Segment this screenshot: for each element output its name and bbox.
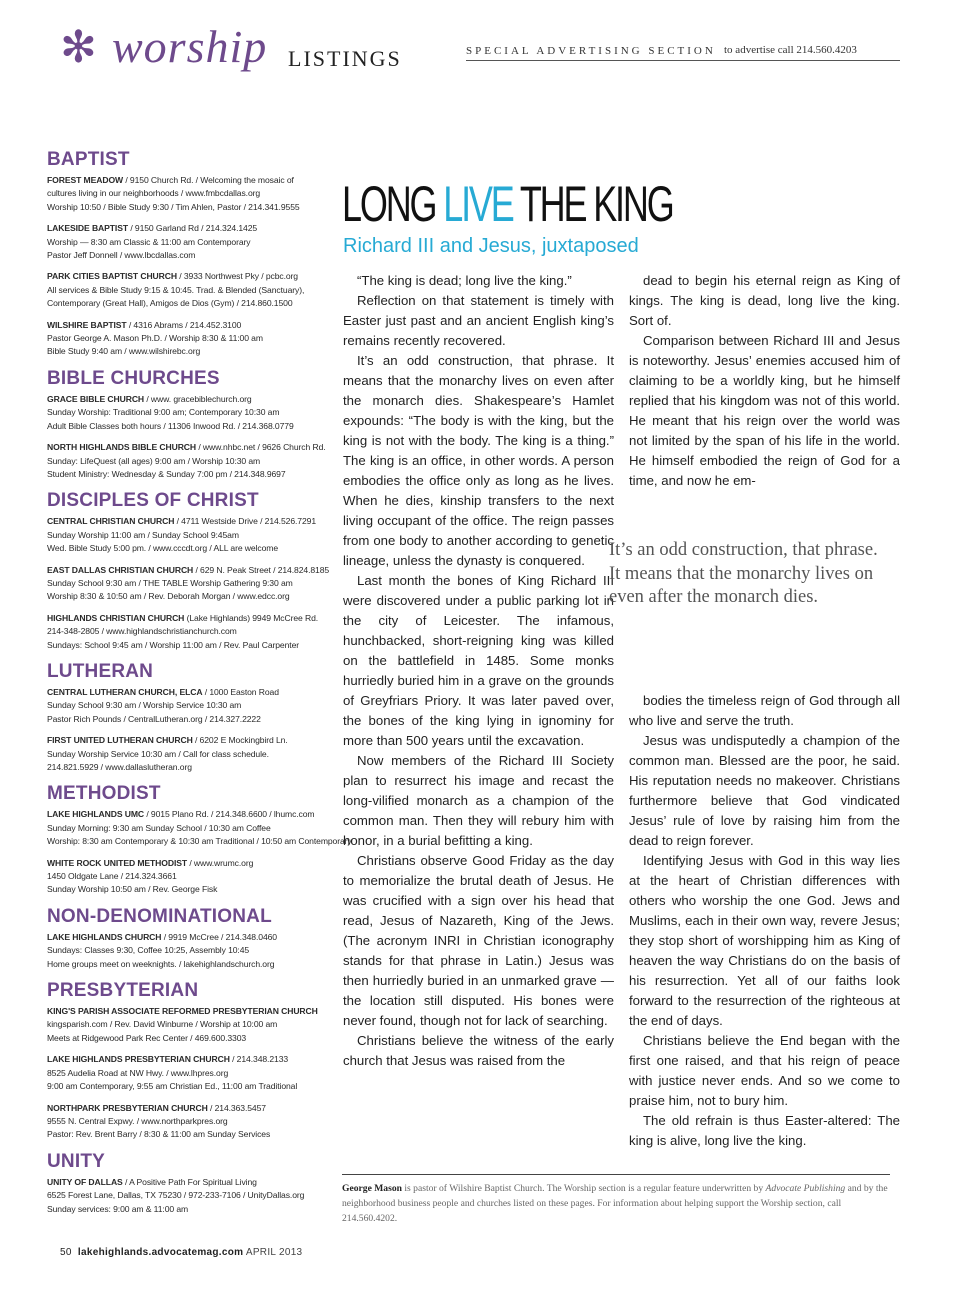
listing-line: [47, 639, 327, 652]
article-paragraph: bodies the timeless reign of God through all who live and serve the truth.: [629, 693, 900, 728]
listing-text: / 9150 Church Rd. / Welcoming the mosaic of: [125, 175, 294, 185]
footer-site: lakehighlands.advocatemag.com: [77, 1247, 244, 1258]
article-paragraph: Christians believe the witness of the early church that Jesus was raised from the: [343, 1033, 614, 1068]
listing-text: Sunday Worship: Traditional 9:00 am; Contemporary 10:30 am: [47, 407, 280, 418]
church-listing: [47, 734, 327, 774]
listing-line: [47, 468, 327, 481]
page-header: [60, 21, 900, 84]
listing-line: [47, 944, 327, 957]
author-bio: [342, 1181, 894, 1226]
listing-line: [47, 441, 327, 454]
listing-text: / 6202 E Mockingbird Ln.: [194, 735, 288, 746]
listing-line: [47, 931, 327, 944]
listing-text: 214.821.5929 / www.dallaslutheran.org: [47, 762, 192, 772]
listing-line: [47, 284, 327, 297]
listing-text: / 4316 Abrams / 214.452.3100: [128, 319, 242, 330]
listing-text: Worship: 8:30 am Contemporary & 10:30 am Traditional / 10:50 am Contemporary: [47, 836, 352, 847]
listing-line: [47, 236, 327, 249]
listing-text: / www.nhbc.net / 9626 Church Rd.: [198, 442, 326, 453]
headline-part-live: LIVE: [443, 176, 513, 232]
category-heading: UNITY: [47, 1150, 105, 1172]
listing-text: Home groups meet on weeknights. / lakehighlandschurch.org: [47, 958, 275, 969]
article-column-right-top: [629, 271, 900, 491]
listing-line: [47, 808, 327, 821]
category-heading: BIBLE CHURCHES: [47, 367, 220, 389]
bio-text-1: is pastor of Wilshire Baptist Church. The Worship section is a regular feature underwritten by: [401, 1183, 766, 1194]
church-listing: [47, 222, 327, 262]
bio-publisher: Advocate Publishing: [765, 1183, 846, 1194]
listing-line: [47, 1115, 327, 1128]
listing-text: / 3933 Northwest Pky / pcbc.org: [179, 271, 298, 282]
author-name: George Mason: [342, 1183, 402, 1194]
listing-text: / www.wrumc.org: [189, 857, 254, 868]
listing-line: [47, 958, 327, 971]
category-heading: BAPTIST: [47, 149, 130, 170]
church-name: LAKE HIGHLANDS UMC: [47, 809, 145, 820]
listing-text: 214-348-2805 / www.highlandschristianchurch.com: [47, 626, 237, 637]
category-heading: NON-DENOMINATIONAL: [47, 905, 272, 927]
listing-line: [47, 625, 327, 638]
listing-text: Sunday: LifeQuest (all ages) 9:00 am / Worship 10:30 am: [47, 455, 261, 466]
category-heading: METHODIST: [47, 783, 161, 805]
article-paragraph: dead to begin his eternal reign as King of kings. The king is dead, long live the king. Sort of.: [629, 273, 900, 328]
bio-rule: [342, 1174, 890, 1175]
listing-text: cultures living in our neighborhoods / www.fmbcdallas.org: [47, 188, 261, 199]
article-paragraph: Comparison between Richard III and Jesus is noteworthy. Jesus’ enemies accused him of claiming to be a worldly king, but he himself replied that his kingdom was not of this world. He meant that his reign over the world was not limited by the span of his life in the world. He himself embodied the reign of God for a time, and now he em-: [629, 333, 900, 488]
church-name: HIGHLANDS CHRISTIAN CHURCH: [47, 612, 185, 623]
listing-line: [47, 332, 327, 345]
church-name: LAKE HIGHLANDS CHURCH: [47, 931, 162, 942]
listing-line: [47, 857, 327, 870]
listing-text: Worship 8:30 & 10:50 am / Rev. Deborah Morgan / www.edcc.org: [47, 591, 290, 602]
section-title-worship: worship: [112, 21, 268, 72]
listing-line: [47, 1005, 327, 1018]
article-paragraph: Last month the bones of King Richard III were discovered under a public parking lot in the city of Leicester. The infamous, hunchbacked, short-reigning king was killed on the battlefield in 1485. Some monks hurriedly buried him in a grave on the grounds of Greyfriars Priory. It was later paved over, the bones of the king lying in ignominy for more than 500 years until the excavation.: [343, 573, 614, 748]
listing-text: 8525 Audelia Road at NW Hwy. / www.lhpres.org: [47, 1067, 229, 1078]
listing-line: [47, 222, 327, 235]
article-paragraph: Identifying Jesus with God in this way lies at the heart of Christian differences with others who worship the one God. Jews and Muslims, each in their own way, revere Jesus; they stop short of worshipping him as King of heaven the way Christians do on the basis of his resurrection. Yet all of our faiths look forward to the resurrection of the righteous at the end of days.: [629, 853, 900, 1028]
church-listing: [47, 1053, 327, 1093]
flower-icon: ✻: [60, 22, 97, 73]
category-heading: DISCIPLES OF CHRIST: [47, 490, 259, 512]
article-paragraph: It’s an odd construction, that phrase. It means that the monarchy lives on even after the monarch dies. Shakespeare’s Hamlet expounds: “The body is with the king, but the king is not with the body. The king is a thing.” The king is an office, in other words. A person embodies the office only as long as he lives. When he dies, kinship transfers to the next living occupant of the office. The reign passes from one body to another according to genetic lineage, unless the dynasty is conquered.: [343, 353, 614, 568]
listing-text: / 629 N. Peak Street / 214.824.8185: [195, 564, 330, 575]
listing-line: [47, 1176, 327, 1189]
listing-line: [47, 612, 327, 625]
listing-text: / 214.363.5457: [210, 1102, 266, 1113]
listing-line: [47, 686, 327, 699]
church-listing: [47, 808, 352, 848]
church-listing: [47, 1102, 327, 1142]
listing-line: [47, 748, 327, 761]
church-name: LAKESIDE BAPTIST: [47, 223, 129, 234]
listing-text: / 214.348.2133: [232, 1054, 289, 1065]
listing-text: Contemporary (Great Hall), Amigos de Dios (Gym) / 214.860.1500: [47, 298, 293, 309]
church-listing: [47, 393, 327, 433]
listing-text: Pastor George A. Mason Ph.D. / Worship 8:30 & 11:00 am: [47, 333, 263, 344]
listing-text: Sunday Worship Service 10:30 am / Call for class schedule.: [47, 748, 269, 759]
listing-line: [47, 1128, 327, 1141]
listing-line: [47, 270, 327, 283]
worship-listings: [47, 148, 352, 1224]
listing-line: [47, 1032, 327, 1045]
church-listing: [47, 319, 327, 359]
church-listing: [47, 564, 330, 604]
church-name: GRACE BIBLE CHURCH: [47, 393, 145, 404]
church-name: NORTH HIGHLANDS BIBLE CHURCH: [47, 442, 197, 453]
listing-text: Sunday School 9:30 am / THE TABLE Worship Gathering 9:30 am: [47, 577, 293, 588]
church-listing: [47, 612, 327, 652]
category-heading: PRESBYTERIAN: [47, 980, 199, 1002]
listing-line: [47, 515, 327, 528]
listing-line: [47, 822, 327, 835]
listing-line: [47, 393, 327, 406]
listing-line: [47, 297, 327, 310]
listing-text: Worship 10:50 / Bible Study 9:30 / Tim Ahlen, Pastor / 214.341.9555: [47, 201, 300, 212]
page-footer: [60, 1247, 302, 1258]
listing-text: Sunday Morning: 9:30 am Sunday School / 10:30 am Coffee: [47, 822, 271, 833]
listing-line: [47, 699, 327, 712]
article-paragraph: Reflection on that statement is timely with Easter just past and an ancient English king’s remains recently recovered.: [343, 293, 614, 348]
church-name: FIRST UNITED LUTHERAN CHURCH: [47, 735, 193, 746]
listing-text: Student Ministry: Wednesday & Sunday 7:00 pm / 214.348.9697: [47, 468, 286, 479]
church-listing: [47, 931, 327, 971]
listing-line: [47, 870, 327, 883]
listing-line: [47, 455, 327, 468]
listing-text: Sunday services: 9:00 am & 11:00 am: [47, 1203, 189, 1214]
listing-line: [47, 542, 327, 555]
listing-text: Sundays: Classes 9:30, Coffee 10:25, Assembly 10:45: [47, 945, 250, 956]
article-headline: [342, 174, 673, 234]
listing-text: Wed. Bible Study 5:00 pm. / www.cccdt.org / ALL are welcome: [47, 543, 279, 554]
listing-text: Sundays: School 9:45 am / Worship 11:00 am / Rev. Paul Carpenter: [47, 639, 300, 650]
listing-line: [47, 713, 327, 726]
listing-text: 9555 N. Central Expwy. / www.northparkpres.org: [47, 1115, 228, 1126]
church-name: WILSHIRE BAPTIST: [47, 319, 127, 330]
listing-line: [47, 406, 327, 419]
listing-line: [47, 249, 327, 262]
listing-text: Pastor Jeff Donnell / www.lbcdallas.com: [47, 250, 196, 261]
article-paragraph: Christians believe the End began with the first one raised, and that his reign of peace with justice never ends. And so we come to praise him, not to bury him.: [629, 1033, 900, 1108]
headline-part-long: LONG: [342, 176, 444, 232]
church-name: LAKE HIGHLANDS PRESBYTERIAN CHURCH: [47, 1054, 230, 1065]
article-column-right-bottom: [629, 691, 900, 1151]
listing-line: [47, 883, 327, 896]
listing-line: [47, 835, 352, 848]
listing-text: Pastor Rich Pounds / CentralLutheran.org / 214.327.2222: [47, 713, 261, 724]
listing-text: kingsparish.com / Rev. David Winburne / Worship at 10:00 am: [47, 1019, 278, 1030]
church-name: PARK CITIES BAPTIST CHURCH: [47, 271, 177, 282]
article-paragraph: Christians observe Good Friday as the day to memorialize the brutal death of Jesus. He was crucified with a sign over his head that read, Jesus of Nazareth, King of the Jews. (The acronym INRI in Christian iconography stands for that phrase in Latin.) Jesus was then hurriedly buried in an unmarked grave — the location still disputed. His bones were never found, though not for lack of searching.: [343, 853, 614, 1028]
headline-part-the-king: THE KING: [512, 176, 673, 232]
article-paragraph: “The king is dead; long live the king.”: [357, 273, 572, 288]
listing-line: [47, 1102, 327, 1115]
article-paragraph: The old refrain is thus Easter-altered: The king is alive, long live the king.: [629, 1113, 900, 1148]
listing-text: Sunday School 9:30 am / Worship Service 10:30 am: [47, 700, 242, 711]
article-paragraph: Now members of the Richard III Society plan to resurrect his image and recast the long-vilified monarch as a champion of the common man. Then they will rebury him with honor, in a burial befitting a king.: [343, 753, 614, 848]
header-rule: [466, 60, 900, 61]
listing-line: [47, 1067, 327, 1080]
listing-text: Meets at Ridgewood Park Rec Center / 469.600.3303: [47, 1032, 247, 1043]
listing-line: [47, 319, 327, 332]
listing-text: / A Positive Path For Spiritual Living: [124, 1176, 257, 1187]
listing-line: [47, 345, 327, 358]
listing-text: Pastor: Rev. Brent Barry / 8:30 & 11:00 am Sunday Services: [47, 1129, 271, 1140]
page-number: 50: [60, 1247, 72, 1258]
listing-text: / www. gracebiblechurch.org: [146, 393, 252, 404]
listing-line: [47, 1080, 327, 1093]
church-name: UNITY OF DALLAS: [47, 1176, 123, 1187]
listing-line: [47, 174, 327, 187]
church-listing: [47, 1005, 327, 1045]
listing-text: / 4711 Westside Drive / 214.526.7291: [176, 516, 317, 527]
section-title-listings: LISTINGS: [288, 46, 402, 71]
bio-text-2: and by the neighborhood business people and churches listed on these pages. For information about helping support the Worship section, call 214.560.4202.: [342, 1183, 888, 1224]
special-section-label: SPECIAL ADVERTISING SECTION: [466, 45, 716, 57]
listing-text: 6525 Forest Lane, Dallas, TX 75230 / 972-233-7106 / UnityDallas.org: [47, 1190, 305, 1201]
listing-line: [47, 1203, 327, 1216]
church-listing: [47, 270, 327, 310]
church-listing: [47, 686, 327, 726]
listing-line: [47, 577, 327, 590]
listing-text: / 9015 Plano Rd. / 214.348.6600 / lhumc.com: [146, 809, 315, 820]
church-name: KING'S PARISH ASSOCIATE REFORMED PRESBYTERIAN CHURCH: [47, 1006, 318, 1017]
listing-text: Sunday Worship 10:50 am / Rev. George Fisk: [47, 884, 218, 895]
listing-line: [47, 1053, 327, 1066]
listing-line: [47, 201, 327, 214]
listing-text: Worship — 8:30 am Classic & 11:00 am Contemporary: [47, 236, 251, 247]
listing-text: Bible Study 9:40 am / www.wilshirebc.org: [47, 346, 201, 357]
listing-text: Sunday Worship 11:00 am / Sunday School 9:45am: [47, 529, 239, 540]
church-listing: [47, 1176, 327, 1216]
church-name: NORTHPARK PRESBYTERIAN CHURCH: [47, 1102, 208, 1113]
church-listing: [47, 515, 327, 555]
church-listing: [47, 441, 327, 481]
listing-line: [47, 529, 327, 542]
church-name: CENTRAL CHRISTIAN CHURCH: [47, 516, 175, 527]
article-subhead: Richard III and Jesus, juxtaposed: [343, 235, 639, 257]
church-listing: [47, 857, 327, 897]
article-paragraph: Jesus was undisputedly a champion of the common man. Blessed are the poor, he said. His reputation needs no makeover. Christians furthermore believe that God vindicated Jesus’ rule of love by raising him from the dead to reign forever.: [629, 733, 900, 848]
listing-text: 9:00 am Contemporary, 9:55 am Christian Ed., 11:00 am Traditional: [47, 1081, 298, 1092]
listing-text: / 9919 McCree / 214.348.0460: [163, 931, 277, 942]
church-name: EAST DALLAS CHRISTIAN CHURCH: [47, 564, 194, 575]
listing-line: [47, 1018, 327, 1031]
pull-quote: It’s an odd construction, that phrase. It means that the monarchy lives on even after the monarch dies.: [609, 540, 878, 607]
listing-text: / 9150 Garland Rd / 214.324.1425: [130, 223, 258, 234]
church-name: WHITE ROCK UNITED METHODIST: [47, 857, 188, 868]
listing-text: (Lake Highlands) 9949 McCree Rd.: [186, 612, 319, 623]
church-listing: [47, 174, 327, 214]
article-column-left: [343, 271, 614, 1071]
listing-line: [47, 734, 327, 747]
listing-text: All services & Bible Study 9:15 & 10:45. Trad. & Blended (Sanctuary),: [47, 284, 305, 295]
listing-text: 1450 Oldgate Lane / 214.324.3661: [47, 871, 177, 882]
footer-date: APRIL 2013: [245, 1247, 303, 1258]
listing-line: [47, 761, 327, 774]
listing-line: [47, 590, 327, 603]
listing-line: [47, 420, 327, 433]
listing-line: [47, 564, 330, 577]
church-name: CENTRAL LUTHERAN CHURCH, ELCA: [47, 686, 203, 697]
listing-text: / 1000 Easton Road: [204, 686, 279, 697]
listing-text: Adult Bible Classes both hours / 11306 Inwood Rd. / 214.368.0779: [47, 420, 294, 431]
listing-line: [47, 187, 327, 200]
church-name: FOREST MEADOW: [47, 175, 124, 185]
advertise-phone: to advertise call 214.560.4203: [724, 44, 857, 56]
category-heading: LUTHERAN: [47, 660, 154, 682]
listing-line: [47, 1189, 327, 1202]
